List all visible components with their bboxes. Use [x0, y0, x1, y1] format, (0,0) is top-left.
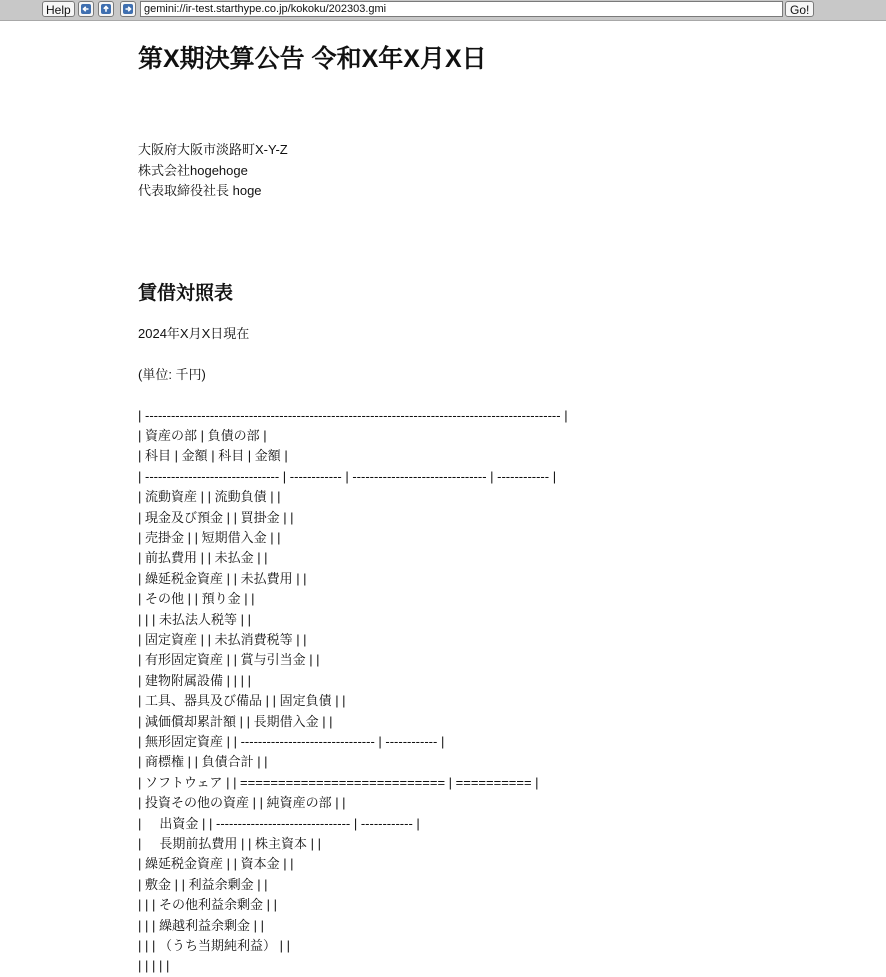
url-input[interactable]	[140, 1, 783, 17]
table-line: | ソフトウェア | | =========================== | ========== |	[138, 774, 539, 790]
forward-button[interactable]	[120, 1, 136, 17]
table-line: | 無形固定資産 | | ------------------------------- | ------------ |	[138, 734, 445, 749]
table-line: | 出資金 | | ------------------------------- | ------------ |	[138, 815, 420, 831]
representative-name: 代表取締役社長 hoge	[138, 183, 262, 198]
table-line: | | | | |	[138, 958, 170, 974]
table-line: | 売掛金 | | 短期借入金 | |	[138, 529, 281, 545]
company-address-block	[138, 140, 858, 202]
address-line: 大阪府大阪市淡路町X-Y-Z	[138, 142, 288, 157]
table-line: | 科目 | 金額 | 科目 | 金額 |	[138, 448, 288, 464]
help-button[interactable]: Help	[42, 1, 75, 17]
as-of-date: 2024年X月X日現在	[138, 325, 250, 341]
up-arrow-icon	[101, 4, 111, 14]
table-line: | | | （うち当期純利益） | |	[138, 938, 290, 954]
table-line: | 長期前払費用 | | 株主資本 | |	[138, 836, 322, 852]
table-line: | 減価償却累計額 | | 長期借入金 | |	[138, 713, 333, 729]
table-line: | ------------------------------- | ------------ | ------------------------------- | ------------ |	[138, 468, 557, 484]
table-line: | その他 | | 預り金 | |	[138, 591, 255, 607]
table-line: | 流動資産 | | 流動負債 | |	[138, 489, 281, 505]
table-line: | ------------------------------------------------------------------------------------------------ |	[138, 407, 568, 423]
unit-note: (単位: 千円)	[138, 366, 206, 382]
table-line: | 工具、器具及び備品 | | 固定負債 | |	[138, 693, 346, 709]
company-name: 株式会社hogehoge	[138, 162, 248, 178]
table-line: | 固定資産 | | 未払消費税等 | |	[138, 631, 307, 647]
table-line: | | | 繰越利益余剰金 | |	[138, 917, 264, 933]
browser-toolbar	[0, 0, 886, 21]
table-line: | 敷金 | | 利益余剰金 | |	[138, 876, 268, 892]
section-heading: 賃借対照表	[138, 282, 234, 304]
forward-arrow-icon	[123, 4, 133, 14]
table-line: | 現金及び預金 | | 買掛金 | |	[138, 509, 294, 525]
table-line: | | | 未払法人税等 | |	[138, 611, 251, 627]
up-button[interactable]	[98, 1, 114, 17]
table-line: | 繰延税金資産 | | 資本金 | |	[138, 856, 294, 872]
balance-sheet-text-table	[138, 406, 858, 977]
table-line: | 商標権 | | 負債合計 | |	[138, 754, 268, 770]
go-button[interactable]: Go!	[785, 1, 814, 17]
table-line: | 有形固定資産 | | 賞与引当金 | |	[138, 652, 320, 668]
table-line: | 建物附属設備 | | | |	[138, 672, 251, 688]
table-line: | | | その他利益余剰金 | |	[138, 897, 277, 913]
table-line: | 資産の部 | 負債の部 |	[138, 427, 267, 443]
table-line: | 投資その他の資産 | | 純資産の部 | |	[138, 795, 346, 811]
back-button[interactable]	[78, 1, 94, 17]
document-content	[138, 20, 858, 977]
table-line: | 前払費用 | | 未払金 | |	[138, 550, 268, 566]
back-arrow-icon	[81, 4, 91, 14]
table-line: | 繰延税金資産 | | 未払費用 | |	[138, 570, 307, 586]
page-title: 第X期決算公告 令和X年X月X日	[138, 45, 487, 73]
